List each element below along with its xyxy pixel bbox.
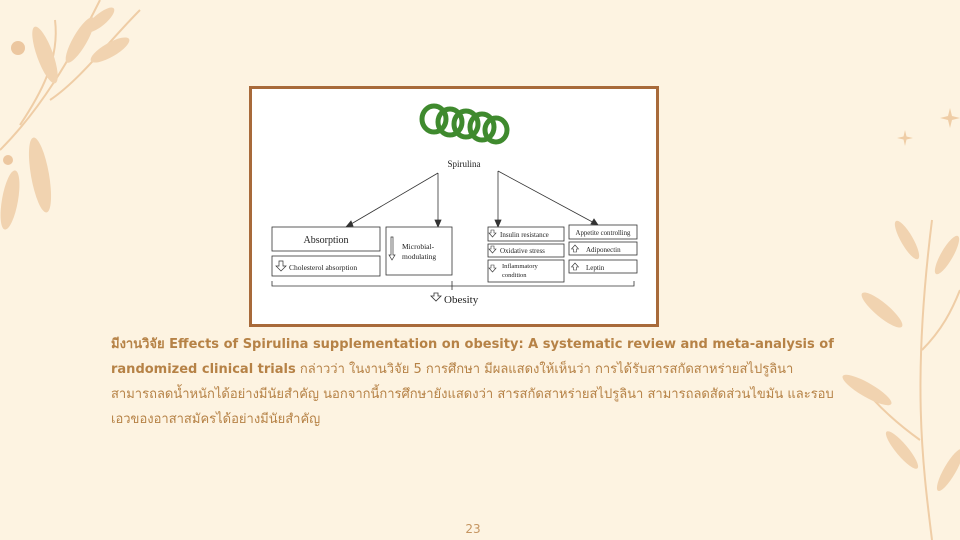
adiponectin-label: Adiponectin bbox=[586, 246, 621, 254]
insulin-label: Insulin resistance bbox=[500, 231, 549, 239]
spirulina-obesity-diagram bbox=[268, 99, 640, 311]
grouping-bracket bbox=[272, 281, 634, 290]
figure-frame bbox=[249, 86, 659, 327]
spirulina-coil-image bbox=[422, 106, 507, 142]
sparkle-icon bbox=[897, 130, 913, 146]
obesity-label: Obesity bbox=[444, 294, 479, 306]
caption-lead: มีงานวิจัย Effects of Spirulina supplementation on obesity: A systematic review and meta-analysis of randomized clinical trials bbox=[111, 337, 834, 377]
caption-paragraph bbox=[111, 332, 841, 432]
oxidative-label: Oxidative stress bbox=[500, 247, 545, 255]
down-arrow-icon bbox=[431, 293, 441, 301]
leptin-label: Leptin bbox=[586, 264, 605, 272]
spirulina-label: Spirulina bbox=[447, 159, 481, 169]
appetite-label: Appetite controlling bbox=[575, 230, 631, 237]
leaf-decoration-right bbox=[842, 200, 960, 540]
page-number: 23 bbox=[465, 522, 481, 536]
inflammatory-label-line1: Inflammatory bbox=[502, 263, 538, 270]
absorption-label: Absorption bbox=[303, 235, 349, 246]
sparkle-icon bbox=[940, 108, 960, 128]
leaf-decoration-left bbox=[0, 0, 150, 240]
cholesterol-label: Cholesterol absorption bbox=[289, 263, 358, 272]
caption-body: กล่าวว่า ในงานวิจัย 5 การศึกษา มีผลแสดงให้เห็นว่า การได้รับสารสกัดสาหร่ายสไปรูลินา สามารถลดน้ำหนักได้อย่างมีนัยสำคัญ นอกจากนี้การศึกษายังแสดงว่า สารสกัดสาหร่ายสไปรูลินา สามารถลดสัดส่วนไขมัน และรอบเอวของอาสาสมัครได้อย่างมีนัยสำคัญ bbox=[111, 362, 834, 427]
microbial-label-line1: Microbial- bbox=[402, 242, 435, 251]
inflammatory-label-line2: condition bbox=[502, 272, 527, 279]
microbial-label-line2: modulating bbox=[402, 252, 437, 261]
